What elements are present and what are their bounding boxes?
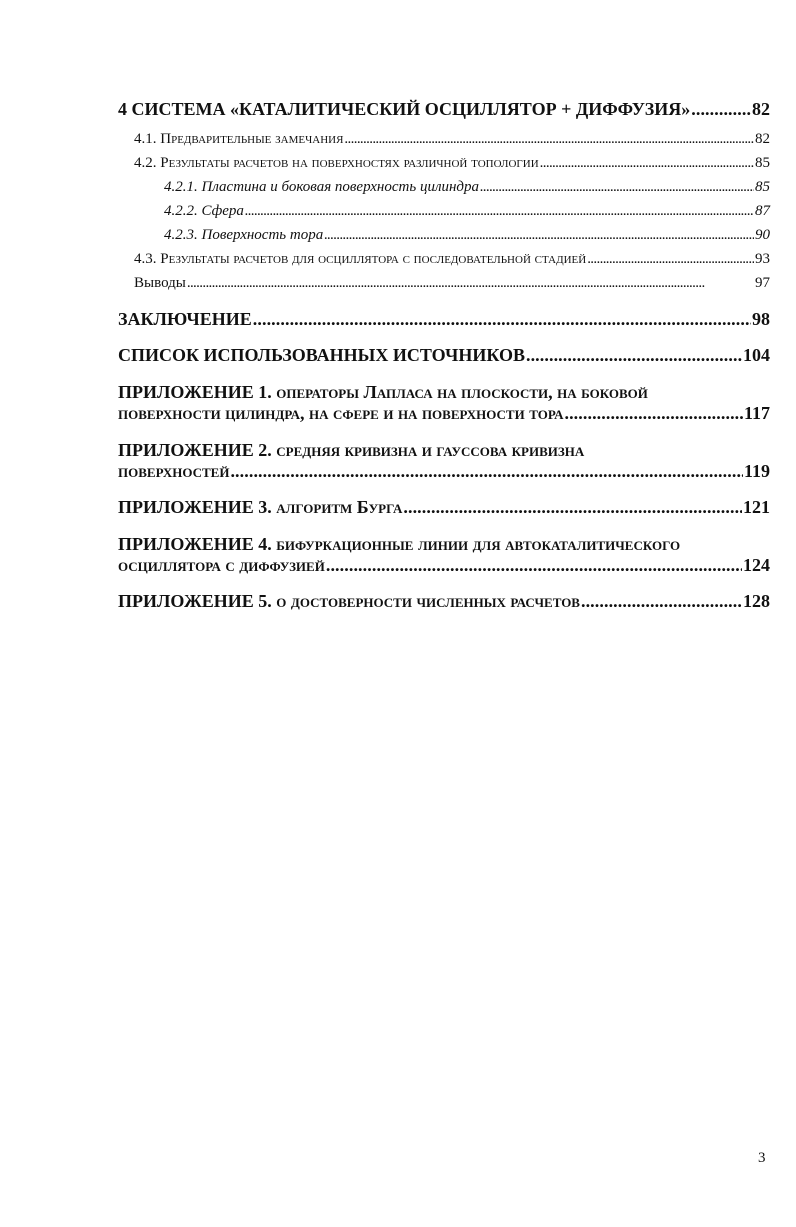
toc-entry-page: 117 (743, 403, 770, 423)
toc-entry-appendix-5[interactable] (118, 592, 770, 614)
dot-leader (245, 204, 754, 219)
dot-leader (326, 556, 742, 574)
toc-entry-title-continued: осциллятора с диффузией (118, 555, 325, 575)
toc-entry-title: Результаты расчетов на поверхностях различной топологии (160, 155, 539, 171)
toc-entry-title: Предварительные замечания (160, 131, 344, 147)
toc-entry-page: 121 (743, 497, 770, 517)
toc-entry-appendix-2[interactable] (118, 440, 770, 484)
toc-entry-title: о достоверности численных расчетов (276, 591, 580, 611)
dot-leader (691, 100, 751, 118)
toc-entry-4-3[interactable] (134, 252, 770, 270)
toc-entry-chapter-4[interactable] (118, 100, 770, 122)
dot-leader (344, 132, 754, 147)
dot-leader (581, 592, 742, 610)
toc-entry-appendix-1[interactable] (118, 382, 770, 426)
toc-entry-number: 4.1. (134, 131, 161, 147)
toc-entry-title: 4.2.3. Поверхность тора (164, 227, 324, 243)
toc-entry-appendix-4[interactable] (118, 534, 770, 578)
dot-leader (540, 156, 754, 171)
toc-entry-page: 124 (743, 555, 770, 575)
toc-entry-title-continued: поверхности цилиндра, на сфере и на поверхности тора (118, 403, 564, 423)
toc-entry-page: 85 (755, 179, 770, 195)
toc-entry-title: СПИСОК ИСПОЛЬЗОВАННЫХ ИСТОЧНИКОВ (118, 345, 525, 365)
toc-entry-title: 4.2.2. Сфера (164, 203, 244, 219)
toc-entry-page: 87 (755, 203, 770, 219)
toc-entry-title: 4 СИСТЕМА «КАТАЛИТИЧЕСКИЙ ОСЦИЛЛЯТОР + ДИФФУЗИЯ» (118, 99, 691, 119)
dot-leader (230, 462, 743, 480)
appendix-label: ПРИЛОЖЕНИЕ 1. (118, 382, 277, 402)
toc-entry-page: 128 (743, 591, 770, 611)
toc-entry-page: 85 (755, 155, 770, 171)
appendix-label: ПРИЛОЖЕНИЕ 2. (118, 440, 277, 460)
toc-entry-title: бифуркационные линии для автокаталитического (276, 534, 681, 554)
toc-entry-4-2-2[interactable] (164, 204, 770, 222)
appendix-label: ПРИЛОЖЕНИЕ 4. (118, 534, 277, 554)
toc-entry-title: 4.2.1. Пластина и боковая поверхность цилиндра (164, 179, 480, 195)
toc-entry-title: операторы Лапласа на плоскости, на боковой (276, 382, 648, 402)
toc-entry-references[interactable] (118, 346, 770, 368)
toc-entry-title: Результаты расчетов для осциллятора с последовательной стадией (160, 251, 587, 267)
dot-leader (587, 252, 754, 267)
toc-entry-conclusion[interactable] (118, 310, 770, 332)
toc-entry-title: средняя кривизна и гауссова кривизна (276, 440, 585, 460)
toc-entry-4-2[interactable] (134, 156, 770, 174)
toc-entry-number: 4.3. (134, 251, 161, 267)
toc-entry-title: Выводы (134, 275, 186, 291)
dot-leader (564, 404, 743, 422)
toc-entry-4-2-3[interactable] (164, 228, 770, 246)
dot-leader (324, 228, 754, 243)
table-of-contents (118, 100, 770, 614)
toc-entry-4-2-1[interactable] (164, 180, 770, 198)
appendix-label: ПРИЛОЖЕНИЕ 3. (118, 497, 277, 517)
toc-entry-title: ЗАКЛЮЧЕНИЕ (118, 309, 252, 329)
dot-leader (253, 310, 751, 328)
toc-entry-page: 82 (752, 99, 770, 119)
toc-entry-page: 119 (743, 461, 770, 481)
toc-entry-page: 97 (755, 275, 770, 291)
toc-entry-title: алгоритм Бурга (276, 497, 403, 517)
dot-leader (526, 346, 742, 364)
toc-entry-4-1[interactable] (134, 132, 770, 150)
toc-entry-conclusions[interactable] (134, 276, 770, 294)
toc-entry-number: 4.2. (134, 155, 161, 171)
toc-entry-title-continued: поверхностей (118, 461, 230, 481)
dot-leader (403, 498, 742, 516)
dot-leader (480, 180, 754, 195)
toc-entry-page: 104 (743, 345, 770, 365)
toc-entry-page: 82 (755, 131, 770, 147)
appendix-label: ПРИЛОЖЕНИЕ 5. (118, 591, 277, 611)
toc-entry-page: 93 (755, 251, 770, 267)
toc-entry-page: 98 (752, 309, 770, 329)
page-number: 3 (758, 1150, 766, 1166)
dot-leader (187, 276, 754, 291)
toc-entry-appendix-3[interactable] (118, 498, 770, 520)
toc-entry-page: 90 (755, 227, 770, 243)
